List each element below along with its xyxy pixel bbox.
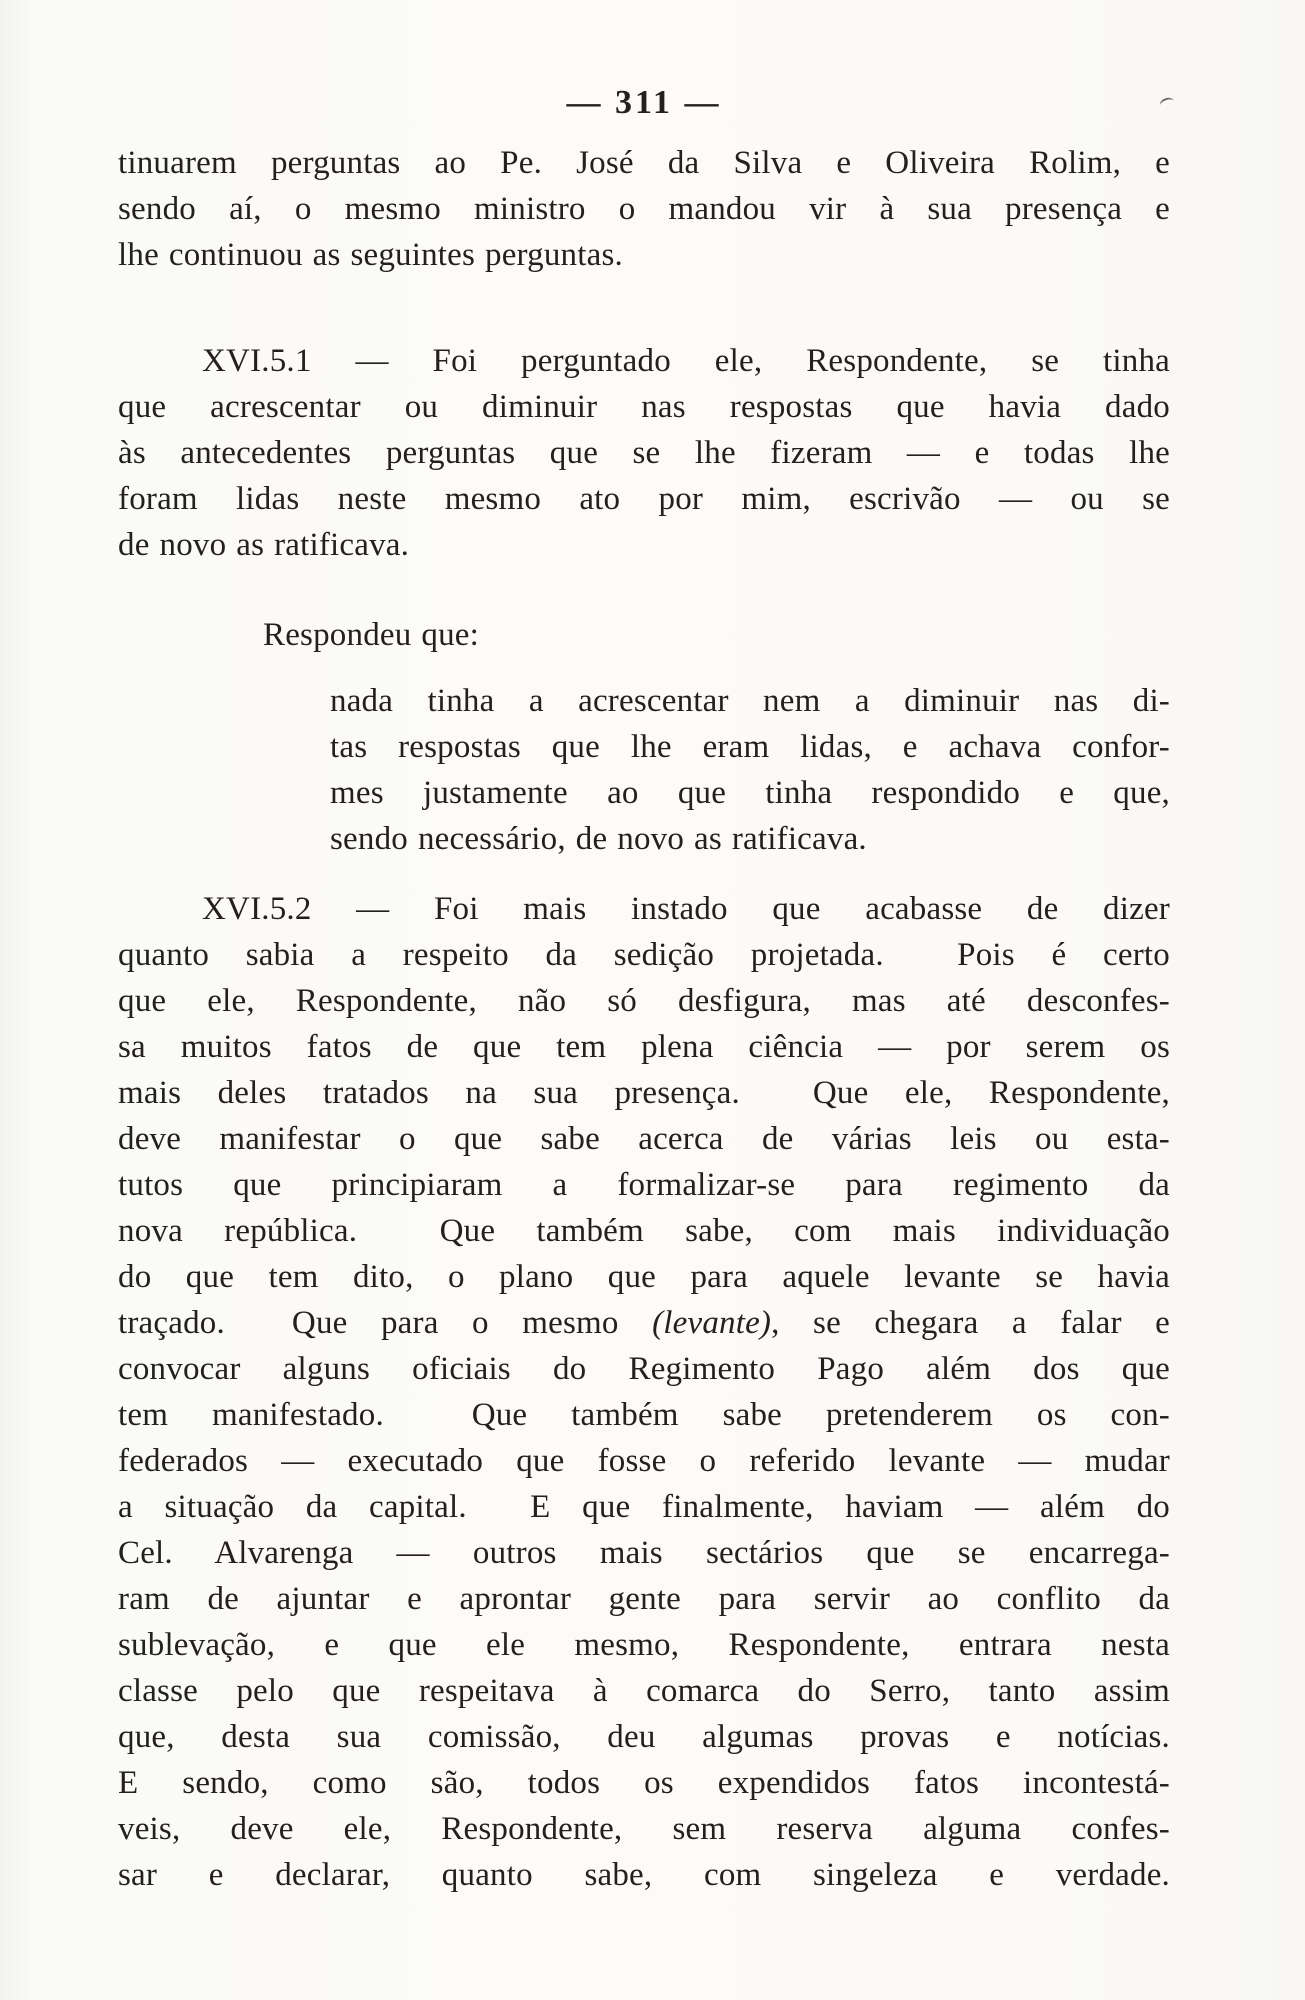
question-xvi-5-2 [118, 886, 1170, 1898]
page-content [118, 80, 1170, 1898]
question-xvi-5-1 [118, 338, 1170, 568]
text-line: tem manifestado. Que também sabe pretenderem os con- [118, 1397, 1170, 1433]
text-block [118, 140, 1170, 1898]
text-line: a situação da capital. E que finalmente, haviam — além do [118, 1489, 1170, 1525]
respondeu-label [263, 612, 1170, 658]
text-line: às antecedentes perguntas que se lhe fizeram — e todas lhe [118, 435, 1170, 471]
text-line: ram de ajuntar e aprontar gente para servir ao conflito da [118, 1581, 1170, 1617]
text-line: veis, deve ele, Respondente, sem reserva alguma confes- [118, 1811, 1170, 1847]
text-line: sa muitos fatos de que tem plena ciência — por serem os [118, 1029, 1170, 1065]
text-line: quanto sabia a respeito da sedição projetada. Pois é certo [118, 937, 1170, 973]
answer-quote-block [330, 678, 1170, 862]
text-line: traçado. Que para o mesmo (levante), se chegara a falar e [118, 1305, 1171, 1341]
text-line: Cel. Alvarenga — outros mais sectários que se encarrega- [118, 1535, 1170, 1571]
text-line: tas respostas que lhe eram lidas, e achava confor- [330, 729, 1170, 765]
text-line: XVI.5.2 — Foi mais instado que acabasse de dizer [202, 891, 1170, 927]
text-line: mes justamente ao que tinha respondido e que, [330, 775, 1170, 811]
text-line: sendo aí, o mesmo ministro o mandou vir à sua presença e [118, 191, 1170, 227]
text-line: sublevação, e que ele mesmo, Respondente, entrara nesta [118, 1627, 1170, 1663]
text-line: lhe continuou as seguintes perguntas. [118, 237, 623, 273]
text-line: que ele, Respondente, não só desfigura, mas até desconfes- [118, 983, 1170, 1019]
text-line: que acrescentar ou diminuir nas respostas que havia dado [118, 389, 1170, 425]
text-line: sar e declarar, quanto sabe, com singeleza e verdade. [118, 1857, 1170, 1893]
text-line: que, desta sua comissão, deu algumas provas e notícias. [118, 1719, 1170, 1755]
text-line: tutos que principiaram a formalizar-se para regimento da [118, 1167, 1170, 1203]
text-line: E sendo, como são, todos os expendidos fatos incontestá- [118, 1765, 1170, 1801]
text-line: deve manifestar o que sabe acerca de várias leis ou esta- [118, 1121, 1170, 1157]
text-line: do que tem dito, o plano que para aquele levante se havia [118, 1259, 1170, 1295]
text-line: foram lidas neste mesmo ato por mim, escrivão — ou se [118, 481, 1170, 517]
text-line: classe pelo que respeitava à comarca do Serro, tanto assim [118, 1673, 1170, 1709]
text-line: tinuarem perguntas ao Pe. José da Silva e Oliveira Rolim, e [118, 145, 1170, 181]
text-line: XVI.5.1 — Foi perguntado ele, Respondente, se tinha [202, 343, 1170, 379]
text-line: de novo as ratificava. [118, 527, 410, 563]
text-line: nova república. Que também sabe, com mais individuação [118, 1213, 1170, 1249]
page-number: — 311 — [566, 84, 722, 121]
text-line: mais deles tratados na sua presença. Que ele, Respondente, [118, 1075, 1170, 1111]
text-line: nada tinha a acrescentar nem a diminuir nas di- [330, 683, 1170, 719]
text-line: federados — executado que fosse o referido levante — mudar [118, 1443, 1170, 1479]
text-line: convocar alguns oficiais do Regimento Pago além dos que [118, 1351, 1170, 1387]
continuation-paragraph [118, 140, 1170, 278]
text-line: Respondeu que: [263, 617, 480, 653]
text-line: sendo necessário, de novo as ratificava. [330, 821, 867, 857]
